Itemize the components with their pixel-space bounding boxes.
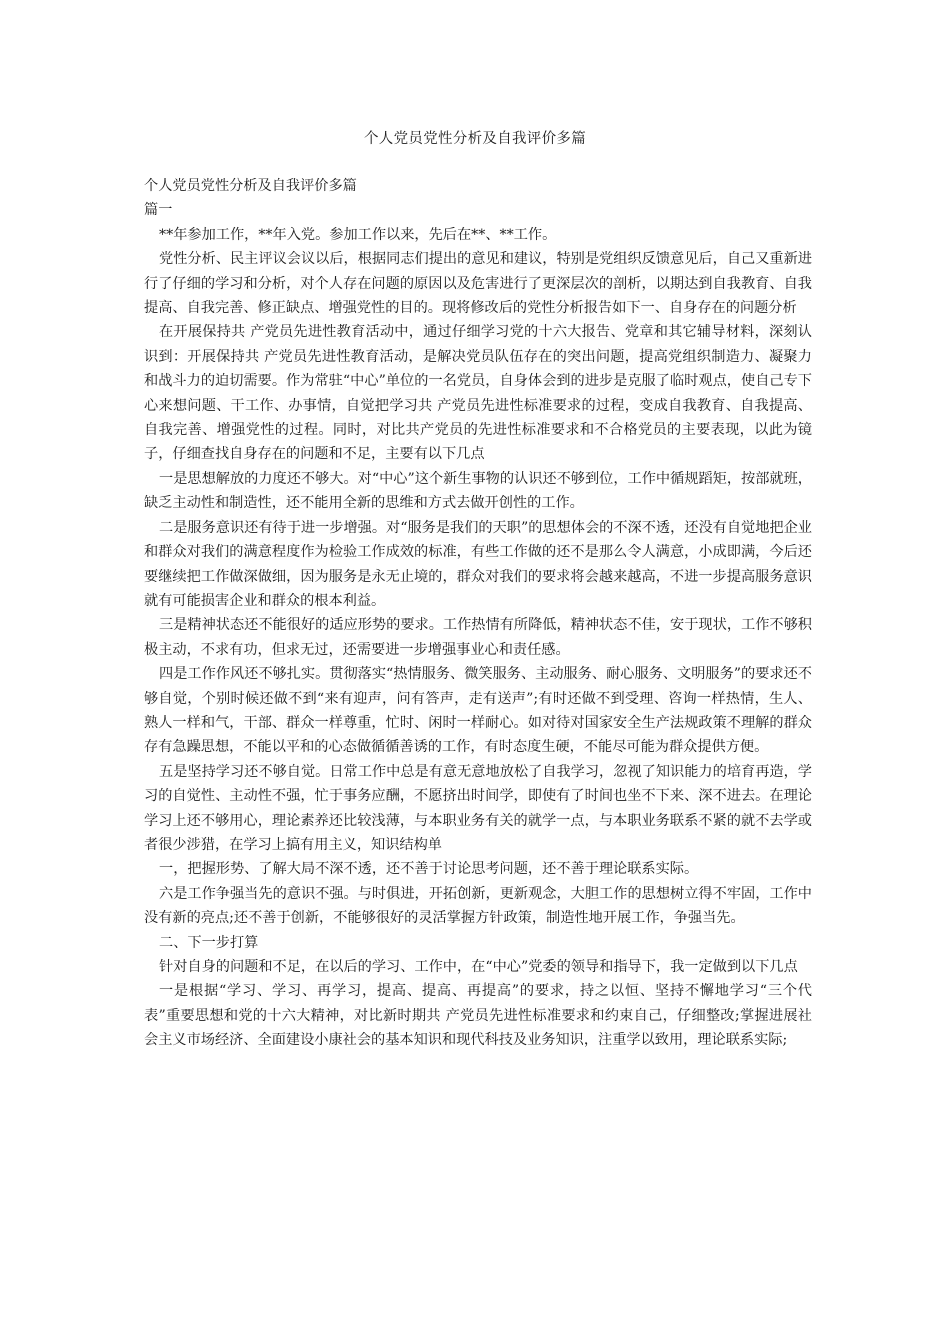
paragraph: **年参加工作，**年入党。参加工作以来，先后在**、**工作。 [159, 226, 557, 243]
paragraph: 党性分析、民主评议会议以后，根据同志们提出的意见和建议，特别是党组织反馈意见后，自己又重新进行了仔细的学习和分析，对个人存在问题的原因以及危害进行了更深层次的剖析，以期达到自我教育、自我提高、自我完善、修正缺点、增强党性的目的。现将修改后的党性分析报告如下一、自身存在的问题分析 [144, 251, 812, 317]
paragraph: 一是根据“学习、学习、再学习，提高、提高、再提高”的要求，持之以恒、坚持不懈地学习“三个代表”重要思想和党的十六大精神，对比新时期共 产党员先进性标准要求和约束自己，仔细整改;掌握进展社会主义市场经济、全面建设小康社会的基本知识和现代科技及业务知识，注重学以致用，理论联系实际; [144, 983, 812, 1049]
paragraph: 四是工作作风还不够扎实。贯彻落实“热情服务、微笑服务、主动服务、耐心服务、文明服务”的要求还不够自觉，个别时候还做不到“来有迎声，问有答声，走有送声”;有时还做不到受理、咨询一样热情，生人、熟人一样和气，干部、群众一样尊重，忙时、闲时一样耐心。如对待对国家安全生产法规政策不理解的群众存有急躁思想，不能以平和的心态做循循善诱的工作，有时态度生硬，不能尽可能为群众提供方便。 [144, 666, 812, 756]
paragraph: 五是坚持学习还不够自觉。日常工作中总是有意无意地放松了自我学习，忽视了知识能力的培育再造，学习的自觉性、主动性不强，忙于事务应酬，不愿挤出时间学，即使有了时间也坐不下来、深不进去。在理论学习上还不够用心，理论素养还比较浅薄，与本职业务有关的就学一点，与本职业务联系不紧的就不去学或者很少涉猎，在学习上搞有用主义，知识结构单 [144, 763, 812, 853]
paragraph: 三是精神状态还不能很好的适应形势的要求。工作热情有所降低，精神状态不佳，安于现状，工作不够积极主动，不求有功，但求无过，还需要进一步增强事业心和责任感。 [144, 617, 812, 658]
paragraph: 针对自身的问题和不足，在以后的学习、工作中，在“中心”党委的领导和指导下，我一定做到以下几点 [159, 959, 798, 975]
paragraph: 一，把握形势、了解大局不深不透，还不善于讨论思考问题，还不善于理论联系实际。 [159, 861, 699, 878]
paragraph: 六是工作争强当先的意识不强。与时俱进，开拓创新，更新观念，大胆工作的思想树立得不牢固，工作中没有新的亮点;还不善于创新，不能够很好的灵活掌握方针政策，制造性地开展工作，争强当先。 [144, 885, 812, 927]
page-title: 个人党员党性分析及自我评价多篇 [364, 131, 586, 147]
paragraph: 二是服务意识还有待于进一步增强。对“服务是我们的天职”的思想体会的不深不透，还没有自觉地把企业和群众对我们的满意程度作为检验工作成效的标准，有些工作做的还不是那么令人满意，小成即满，今后还要继续把工作做深做细，因为服务是永无止境的，群众对我们的要求将会越来越高，不进一步提高服务意识就有可能损害企业和群众的根本利益。 [144, 519, 812, 609]
section-heading: 二、下一步打算 [159, 934, 259, 951]
document-body [144, 174, 812, 1053]
section-label: 篇一 [144, 202, 173, 219]
paragraph: 在开展保持共 产党员先进性教育活动中，通过仔细学习党的十六大报告、党章和其它辅导材料，深刻认识到：开展保持共 产党员先进性教育活动，是解决党员队伍存在的突出问题，提高党组织制造力、凝聚力和战斗力的迫切需要。作为常驻“中心”单位的一名党员，自身体会到的进步是克服了临时观点，使自己专下心来想问题、干工作、办事情，自觉把学习共 产党员先进性标准要求的过程，变成自我教育、自我提高、自我完善、增强党性的过程。同时，对比共产党员的先进性标准要求和不合格党员的主要表现，以此为镜子，仔细查找自身存在的问题和不足，主要有以下几点 [144, 324, 812, 463]
document-subtitle: 个人党员党性分析及自我评价多篇 [144, 178, 357, 194]
paragraph: 一是思想解放的力度还不够大。对“中心”这个新生事物的认识还不够到位，工作中循规蹈矩，按部就班，缺乏主动性和制造性，还不能用全新的思维和方式去做开创性的工作。 [144, 470, 812, 512]
